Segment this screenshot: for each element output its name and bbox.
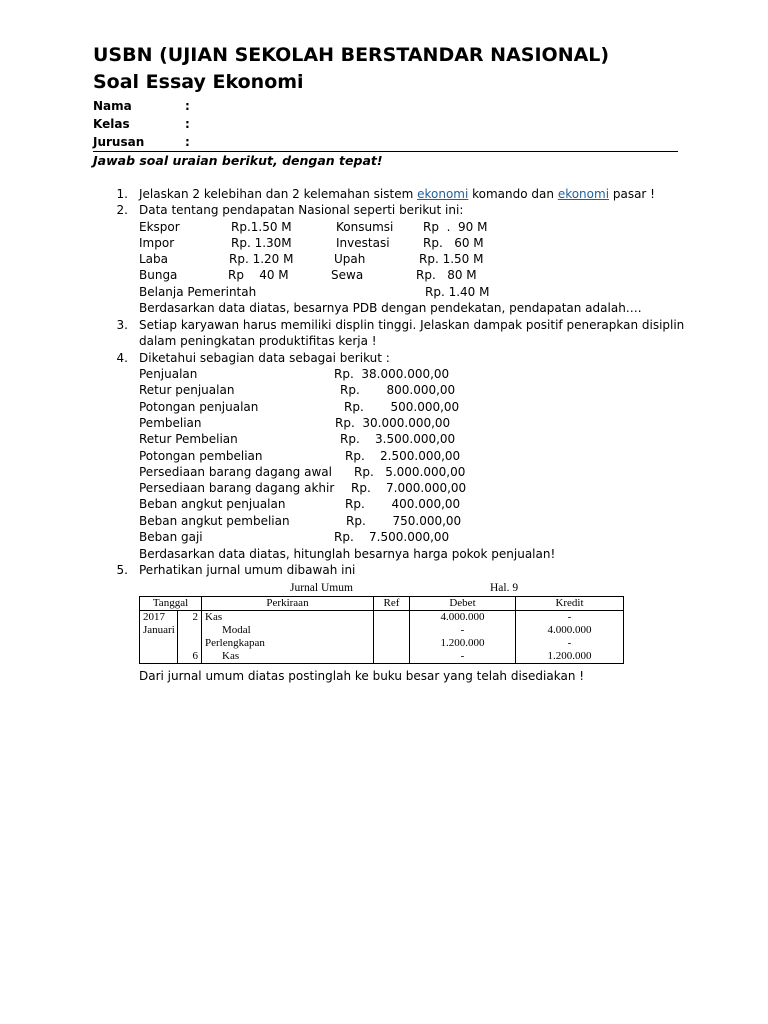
instruction: Jawab soal uraian berikut, dengan tepat! xyxy=(93,153,383,168)
data-label: Retur Pembelian xyxy=(139,432,238,446)
journal-date-cell xyxy=(140,637,178,650)
header-divider xyxy=(93,151,678,152)
column-header-tanggal: Tanggal xyxy=(140,597,202,611)
q5-header-row xyxy=(0,562,768,578)
journal-credit-cell: 4.000.000 xyxy=(516,624,624,637)
data-row xyxy=(0,496,768,512)
data-label: Persediaan barang dagang awal xyxy=(139,465,332,479)
question-closing: Berdasarkan data diatas, besarnya PDB dengan pendekatan, pendapatan adalah…. xyxy=(139,301,642,315)
question-text: Diketahui sebagian data sebagai berikut : xyxy=(139,351,390,365)
data-label: Beban angkut penjualan xyxy=(139,497,286,511)
identity-label-kelas: Kelas xyxy=(93,117,130,131)
data-value: Rp. 7.000.000,00 xyxy=(351,481,467,495)
data-value: Rp. 2.500.000,00 xyxy=(345,449,461,463)
income-value: Rp.1.50 M xyxy=(231,220,292,234)
data-value: Rp. 38.000.000,00 xyxy=(334,367,450,381)
journal-account-cell: Kas xyxy=(202,611,374,625)
column-header-kredit: Kredit xyxy=(516,597,624,611)
page-subtitle: Soal Essay Ekonomi xyxy=(93,71,304,93)
income-row xyxy=(0,219,768,235)
journal-credit-cell: - xyxy=(516,637,624,650)
q3-line1-row xyxy=(0,317,768,333)
data-label: Persediaan barang dagang akhir xyxy=(139,481,335,495)
question-text-continued: dalam peningkatan produktifitas kerja ! xyxy=(139,334,377,348)
data-label: Penjualan xyxy=(139,367,198,381)
q1-text-part3: pasar ! xyxy=(609,187,655,201)
data-row xyxy=(0,399,768,415)
identity-label-jurusan: Jurusan xyxy=(93,135,145,149)
journal-page-number: Hal. 9 xyxy=(490,582,519,594)
column-header-ref: Ref xyxy=(374,597,410,611)
data-label: Beban gaji xyxy=(139,530,203,544)
question-closing: Dari jurnal umum diatas postinglah ke buku besar yang telah disediakan ! xyxy=(139,669,585,683)
income-label: Ekspor xyxy=(139,220,180,234)
question-1 xyxy=(0,186,768,202)
ekonomi-link-2[interactable]: ekonomi xyxy=(557,187,610,201)
data-row xyxy=(0,513,768,529)
journal-row xyxy=(140,637,624,650)
journal-day-cell xyxy=(178,637,202,650)
journal-header-row xyxy=(140,597,624,611)
data-row xyxy=(0,529,768,545)
question-text: Setiap karyawan harus memiliki displin tinggi. Jelaskan dampak positif penerapkan disiplin xyxy=(139,318,685,332)
question-text: Perhatikan jurnal umum dibawah ini xyxy=(139,563,356,577)
income-value: Rp. 1.50 M xyxy=(419,252,484,266)
q5-closing-row xyxy=(0,668,768,684)
question-text: Data tentang pendapatan Nasional seperti berikut ini: xyxy=(139,203,464,217)
q2-closing-row xyxy=(0,300,768,316)
data-value: Rp. 30.000.000,00 xyxy=(335,416,451,430)
question-text xyxy=(139,186,655,202)
question-number: 2. xyxy=(116,203,128,217)
q1-text-part1: Jelaskan 2 kelebihan dan 2 kelemahan sistem xyxy=(139,187,418,201)
journal-day-cell: 6 xyxy=(178,650,202,664)
data-row xyxy=(0,431,768,447)
ekonomi-link-1[interactable]: ekonomi xyxy=(417,187,469,201)
data-row xyxy=(0,448,768,464)
question-number: 4. xyxy=(116,351,128,365)
income-value: Rp 40 M xyxy=(228,268,289,282)
income-row xyxy=(0,267,768,283)
journal-row xyxy=(140,650,624,664)
data-row xyxy=(0,464,768,480)
journal-debit-cell: - xyxy=(410,624,516,637)
journal-debit-cell: - xyxy=(410,650,516,664)
data-label: Potongan pembelian xyxy=(139,449,263,463)
journal-row xyxy=(140,624,624,637)
q3-line2-row xyxy=(0,333,768,349)
q4-header-row xyxy=(0,350,768,366)
identity-colon-jurusan: : xyxy=(185,135,190,149)
journal-ref-cell xyxy=(374,624,410,637)
data-label: Pembelian xyxy=(139,416,202,430)
journal-debit-cell: 4.000.000 xyxy=(410,611,516,625)
question-closing: Berdasarkan data diatas, hitunglah besarnya harga pokok penjualan! xyxy=(139,547,556,561)
journal-account-cell: Kas xyxy=(202,650,374,664)
income-row xyxy=(0,284,768,300)
income-label: Impor xyxy=(139,236,175,250)
identity-colon-kelas: : xyxy=(185,117,190,131)
journal-date-cell xyxy=(140,650,178,664)
data-row xyxy=(0,382,768,398)
income-value: Rp. 80 M xyxy=(416,268,477,282)
income-value: Rp . 90 M xyxy=(423,220,488,234)
journal-ref-cell xyxy=(374,611,410,625)
income-label: Sewa xyxy=(331,268,364,282)
journal-table xyxy=(139,596,624,664)
data-value: Rp. 400.000,00 xyxy=(345,497,461,511)
journal-date-cell: 2017 xyxy=(140,611,178,625)
journal-day-cell: 2 xyxy=(178,611,202,625)
journal-ref-cell xyxy=(374,637,410,650)
income-label: Upah xyxy=(334,252,366,266)
q4-closing-row xyxy=(0,546,768,562)
income-label: Laba xyxy=(139,252,169,266)
data-row xyxy=(0,480,768,496)
journal-debit-cell: 1.200.000 xyxy=(410,637,516,650)
data-value: Rp. 5.000.000,00 xyxy=(354,465,466,479)
column-header-debet: Debet xyxy=(410,597,516,611)
data-value: Rp. 3.500.000,00 xyxy=(340,432,456,446)
data-value: Rp. 500.000,00 xyxy=(344,400,460,414)
income-value: Rp. 1.20 M xyxy=(229,252,294,266)
journal-row xyxy=(140,611,624,625)
income-value: Rp. 1.30M xyxy=(231,236,292,250)
identity-label-nama: Nama xyxy=(93,99,132,113)
page-title: USBN (UJIAN SEKOLAH BERSTANDAR NASIONAL) xyxy=(93,44,610,66)
data-label: Beban angkut pembelian xyxy=(139,514,290,528)
journal-title: Jurnal Umum xyxy=(290,582,353,594)
data-value: Rp. 800.000,00 xyxy=(340,383,456,397)
q2-header-row xyxy=(0,202,768,218)
data-row xyxy=(0,415,768,431)
income-label: Konsumsi xyxy=(336,220,394,234)
data-value: Rp. 7.500.000,00 xyxy=(334,530,450,544)
identity-colon-nama: : xyxy=(185,99,190,113)
journal-credit-cell: 1.200.000 xyxy=(516,650,624,664)
question-number: 5. xyxy=(116,563,128,577)
data-label: Retur penjualan xyxy=(139,383,235,397)
journal-account-cell: Perlengkapan xyxy=(202,637,374,650)
question-number: 1. xyxy=(116,187,128,201)
journal-account-cell: Modal xyxy=(202,624,374,637)
income-row xyxy=(0,251,768,267)
income-row xyxy=(0,235,768,251)
journal-credit-cell: - xyxy=(516,611,624,625)
question-number: 3. xyxy=(116,318,128,332)
income-label: Investasi xyxy=(336,236,390,250)
data-row xyxy=(0,366,768,382)
journal-date-cell: Januari xyxy=(140,624,178,637)
journal-ref-cell xyxy=(374,650,410,664)
income-label: Belanja Pemerintah xyxy=(139,285,257,299)
income-label: Bunga xyxy=(139,268,178,282)
journal-day-cell xyxy=(178,624,202,637)
income-value: Rp. 60 M xyxy=(423,236,484,250)
q1-text-part2: komando dan xyxy=(468,187,558,201)
data-label: Potongan penjualan xyxy=(139,400,259,414)
income-value: Rp. 1.40 M xyxy=(425,285,490,299)
data-value: Rp. 750.000,00 xyxy=(346,514,462,528)
column-header-perkiraan: Perkiraan xyxy=(202,597,374,611)
